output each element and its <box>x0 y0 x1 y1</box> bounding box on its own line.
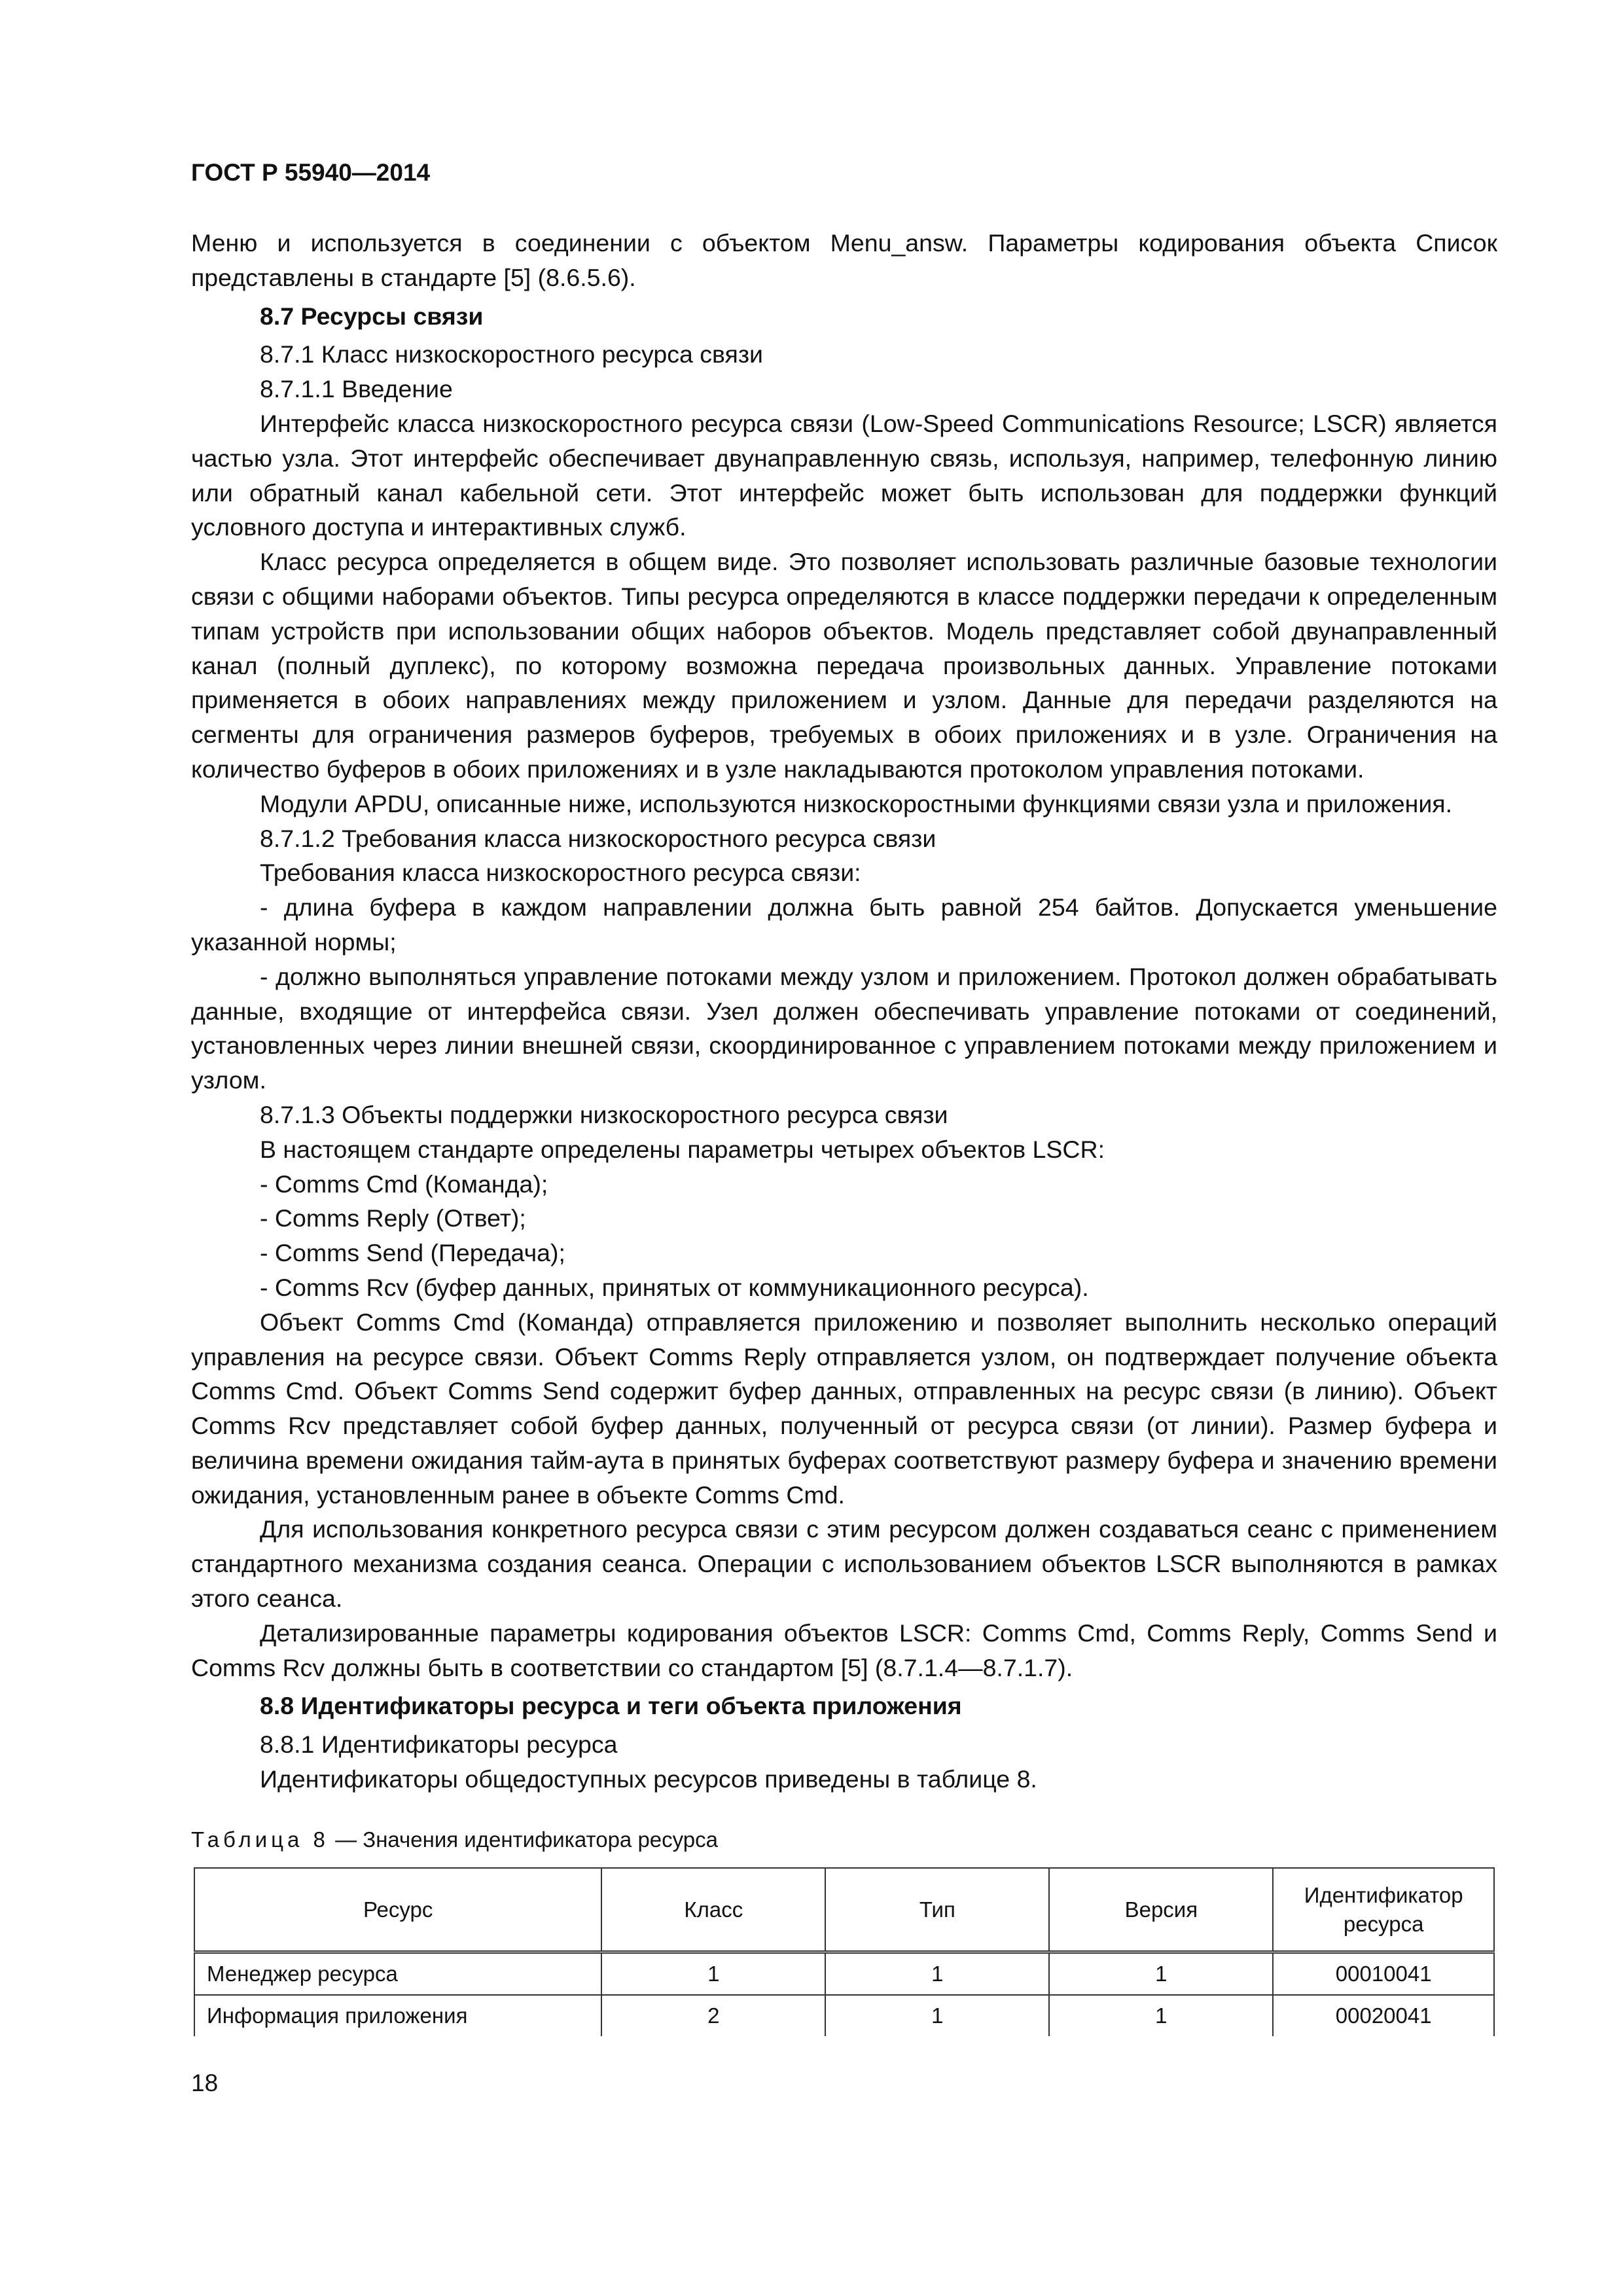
subsection-title: 8.8.1 Идентификаторы ресурса <box>260 1731 618 1759</box>
table-cell: 1 <box>825 1995 1049 2036</box>
table-cell: 2 <box>601 1995 825 2036</box>
subsection-title: 8.7.1.1 Введение <box>260 375 453 403</box>
column-header: Версия <box>1049 1868 1273 1952</box>
list-item: - Comms Cmd (Команда); <box>260 1170 548 1198</box>
body-text <box>191 226 1497 1797</box>
list-item: - Comms Reply (Ответ); <box>260 1204 526 1232</box>
table-cell: 1 <box>825 1952 1049 1996</box>
table-cell: 1 <box>601 1952 825 1996</box>
column-header: Тип <box>825 1868 1049 1952</box>
section-heading: 8.8 Идентификаторы ресурса и теги объекта приложения <box>260 1692 962 1720</box>
paragraph: В настоящем стандарте определены параметры четырех объектов LSCR: <box>260 1135 1105 1163</box>
document-header: ГОСТ Р 55940—2014 <box>191 159 431 186</box>
paragraph: Модули APDU, описанные ниже, используются низкоскоростными функциями связи узла и приложения. <box>260 789 1452 817</box>
column-header: Ресурс <box>194 1868 601 1952</box>
table-cell: 1 <box>1049 1995 1273 2036</box>
table-cell: Информация приложения <box>194 1995 601 2036</box>
table-row <box>194 1995 1494 2036</box>
table-caption-label: Таблица 8 <box>191 1827 329 1852</box>
paragraph: Детализированные параметры кодирования объектов LSCR: Comms Cmd, Comms Reply, Comms Send и Comms Rcv должны быть в соответствии со стандартом [5] (8.7.1.4—8.7.1.7). <box>191 1619 1497 1681</box>
paragraph: Меню и используется в соединении с объектом Menu_answ. Параметры кодирования объекта Список представлены в стандарте [5] (8.6.5.6). <box>191 229 1497 291</box>
page-number: 18 <box>191 2070 219 2096</box>
table-caption-text: — Значения идентификатора ресурса <box>329 1827 718 1852</box>
paragraph: Класс ресурса определяется в общем виде. Это позволяет использовать различные базовые технологии связи с общими наборами объектов. Типы ресурса определяются в классе поддержки передачи к определенным типам устройств при использовании общих наборов объектов. Модель представляет собой двунаправленный канал (полный дуплекс), по которому возможна передача произвольных данных. Управление потоками применяется в обоих направлениях между приложением и узлом. Данные для передачи разделяются на сегменты для ограничения размеров буферов, требуемых в обоих приложениях и в узле. Ограничения на количество буферов в обоих приложениях и в узле накладываются протоколом управления потоками. <box>191 548 1497 783</box>
table-cell: Менеджер ресурса <box>194 1952 601 1996</box>
column-header: Идентификатор ресурса <box>1273 1868 1494 1952</box>
paragraph: Для использования конкретного ресурса связи с этим ресурсом должен создаваться сеанс с применением стандартного механизма создания сеанса. Операции с использованием объектов LSCR выполняются в рамках этого сеанса. <box>191 1515 1497 1613</box>
table-row <box>194 1952 1494 1996</box>
list-item: - Comms Rcv (буфер данных, принятых от коммуникационного ресурса). <box>260 1273 1089 1301</box>
paragraph: Интерфейс класса низкоскоростного ресурса связи (Low-Speed Communications Resource; LSCR) является частью узла. Этот интерфейс обеспечивает двунаправленную связь, используя, например, телефонную линию или обратный канал кабельной сети. Этот интерфейс может быть использован для поддержки функций условного доступа и интерактивных служб. <box>191 409 1497 541</box>
paragraph: Требования класса низкоскоростного ресурса связи: <box>260 859 861 887</box>
table-cell: 1 <box>1049 1952 1273 1996</box>
resource-id-table <box>194 1867 1495 2036</box>
column-header: Класс <box>601 1868 825 1952</box>
paragraph: Идентификаторы общедоступных ресурсов приведены в таблице 8. <box>260 1765 1037 1793</box>
table-caption <box>191 1827 718 1852</box>
table-cell: 00010041 <box>1273 1952 1494 1996</box>
list-item: - Comms Send (Передача); <box>260 1239 565 1267</box>
section-heading: 8.7 Ресурсы связи <box>260 302 484 330</box>
list-item: - длина буфера в каждом направлении должна быть равной 254 байтов. Допускается уменьшение указанной нормы; <box>191 893 1497 956</box>
subsection-title: 8.7.1.2 Требования класса низкоскоростного ресурса связи <box>260 824 936 852</box>
table-header-row <box>194 1868 1494 1952</box>
paragraph: Объект Comms Cmd (Команда) отправляется приложению и позволяет выполнить несколько операций управления на ресурсе связи. Объект Comms Reply отправляется узлом, он подтверждает получение объекта Comms Cmd. Объект Comms Send содержит буфер данных, отправленных на ресурс связи (в линию). Объект Comms Rcv представляет собой буфер данных, полученный от ресурса связи (от линии). Размер буфера и величина времени ожидания тайм-аута в принятых буферах соответствуют размеру буфера и значению времени ожидания, установленным ранее в объекте Comms Cmd. <box>191 1308 1497 1509</box>
subsection-title: 8.7.1 Класс низкоскоростного ресурса связи <box>260 340 763 368</box>
subsection-title: 8.7.1.3 Объекты поддержки низкоскоростного ресурса связи <box>260 1100 948 1128</box>
table-cell: 00020041 <box>1273 1995 1494 2036</box>
list-item: - должно выполняться управление потоками между узлом и приложением. Протокол должен обрабатывать данные, входящие от интерфейса связи. Узел должен обеспечивать управление потоками от соединений, установленных через линии внешней связи, скоординированное с управлением потоками между приложением и узлом. <box>191 962 1497 1094</box>
